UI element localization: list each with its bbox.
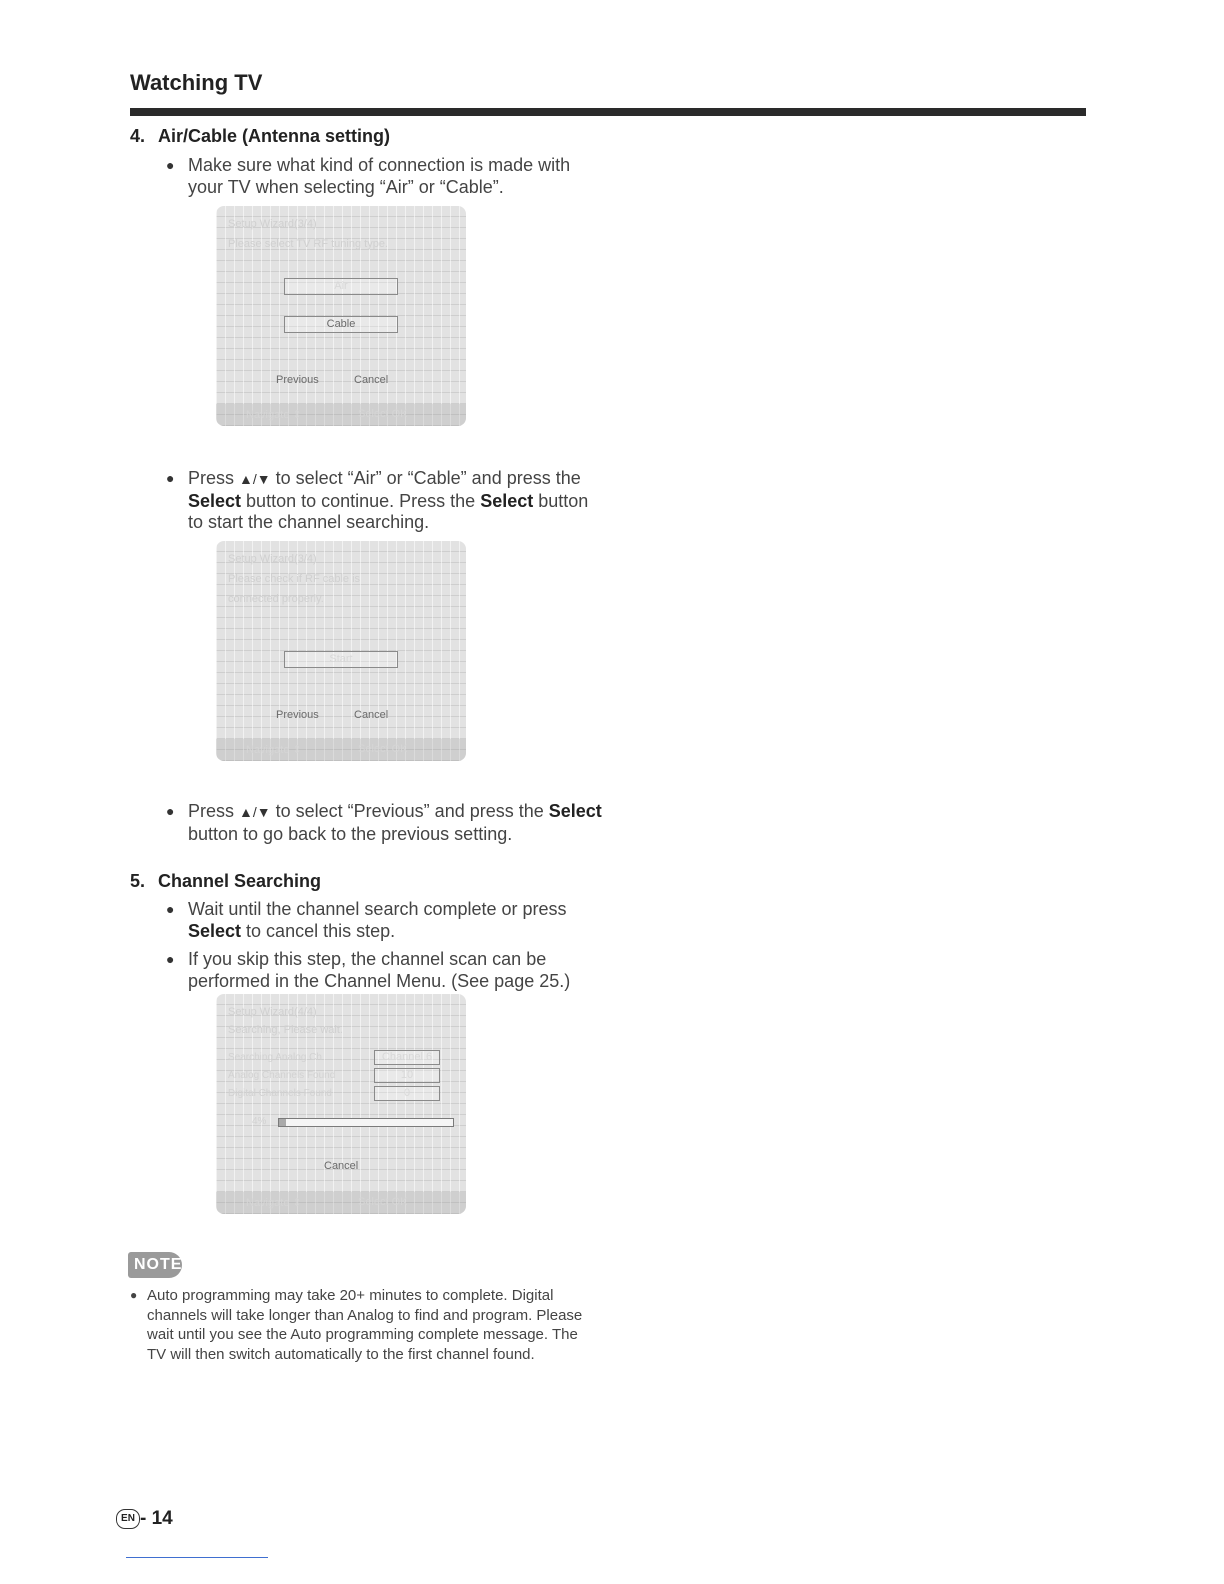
bullet-icon: ● [166, 951, 175, 967]
note-badge: NOTE [128, 1252, 182, 1278]
page-separator: - [140, 1508, 147, 1529]
osd-previous-button: Previous [276, 709, 319, 721]
note-text: ● Auto programming may take 20+ minutes to complete. Digital channels will take longer than Analog to find and program. Please wait until you see the Auto programming complete message. The TV will then switch automatically to the first channel found. [130, 1287, 583, 1363]
osd-cancel-button: Cancel [354, 709, 389, 721]
osd-previous-button: Previous [276, 374, 319, 386]
osd-progress-label: 4% [252, 1116, 267, 1127]
step-4-heading [130, 126, 390, 147]
osd-row-label: Searching Analog Ch [228, 1052, 322, 1063]
bullet-icon: ● [166, 901, 175, 917]
section-title: Watching TV [130, 70, 263, 95]
header-rule [130, 108, 1086, 116]
osd-header-title: Setup Wizard(4/4) [228, 1006, 317, 1018]
osd-option-start: Start [284, 651, 398, 668]
page-number-value: 14 [151, 1508, 173, 1529]
step-4-number: 4. [130, 126, 146, 146]
osd-footer [216, 404, 466, 426]
osd-footer-navigate: Navigate ⇕ [246, 409, 302, 421]
osd-row-value: Channel 6 [374, 1050, 440, 1065]
osd-cancel-button: Cancel [324, 1160, 359, 1172]
step-5-bullet-2: ● If you skip this step, the channel scan can be performed in the Channel Menu. (See page 25.) [166, 949, 571, 991]
osd-header-prompt-2: connected properly. [228, 593, 324, 605]
bullet-icon: ● [166, 157, 175, 173]
osd-header-prompt: Please check if RF cable is [228, 573, 361, 585]
up-down-arrow-icon: ▲/▼ [239, 471, 271, 487]
osd-option-cable: Cable [284, 316, 398, 333]
step-4-title: Air/Cable (Antenna setting) [158, 126, 391, 146]
step-4-bullet-1: ● Make sure what kind of connection is made with your TV when selecting “Air” or “Cable”. [166, 155, 571, 197]
page-number [116, 1508, 173, 1530]
osd-screen-tuning-type [216, 206, 466, 426]
step-5-title: Channel Searching [158, 871, 322, 891]
step-4-bullet-3: ● Press ▲/▼ to select “Previous” and press the Select button to go back to the previous setting. [166, 801, 602, 844]
osd-cancel-button: Cancel [354, 374, 389, 386]
osd-row-value: 0 [374, 1086, 440, 1101]
osd-header-prompt: Please select TV RF tuning type. [228, 238, 388, 250]
bullet-icon: ● [166, 803, 175, 819]
step-5-number: 5. [130, 871, 146, 891]
osd-footer-navigate: Navigate ⇕ [246, 1197, 302, 1209]
osd-footer-select: Select OK [358, 408, 408, 420]
bullet-icon: ● [166, 470, 175, 486]
step-5-heading [130, 871, 321, 892]
step-4-bullet-2: ● Press ▲/▼ to select “Air” or “Cable” and press the Select button to continue. Press the Select button to start the channel searching. [166, 468, 589, 532]
osd-screen-searching [216, 994, 466, 1214]
up-down-arrow-icon: ▲/▼ [239, 804, 271, 820]
osd-screen-rf-check [216, 541, 466, 761]
osd-footer-select: Select OK [358, 1196, 408, 1208]
osd-footer [216, 1192, 466, 1214]
bottom-divider-line [126, 1557, 268, 1558]
osd-row-value: 10 [374, 1068, 440, 1083]
osd-header-title: Setup Wizard(3/4) [228, 218, 317, 230]
osd-row-label: Analog Channels Found [228, 1070, 336, 1081]
osd-progress-bar [278, 1118, 454, 1127]
step-5-bullet-1: ● Wait until the channel search complete or press Select to cancel this step. [166, 899, 567, 941]
osd-footer [216, 739, 466, 761]
osd-footer-navigate: Navigate ⇕ [246, 744, 302, 756]
osd-progress-fill [279, 1119, 286, 1126]
osd-header-status: Searching, Please wait. [228, 1024, 343, 1036]
bullet-icon: ● [130, 1288, 138, 1302]
osd-footer-select: Select OK [358, 743, 408, 755]
osd-row-label: Digital Channels Found [228, 1088, 332, 1099]
osd-option-air: Air [284, 278, 398, 295]
language-en-icon: EN [116, 1509, 140, 1529]
osd-header-title: Setup Wizard(3/4) [228, 553, 317, 565]
